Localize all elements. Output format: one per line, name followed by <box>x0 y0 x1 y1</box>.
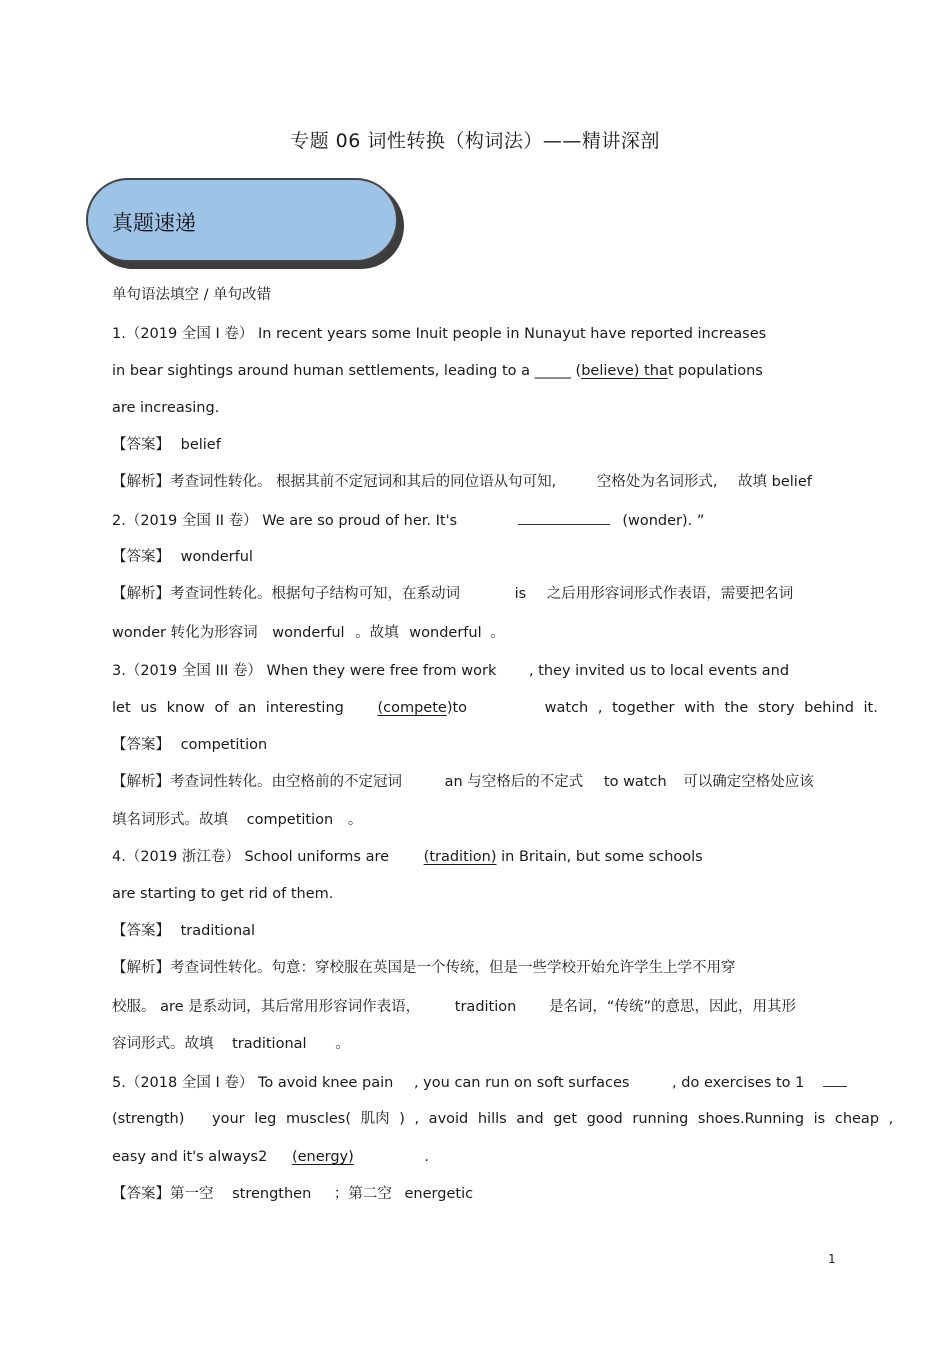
analysis-text: is <box>514 586 527 602</box>
question-text: When they were free from work <box>266 663 497 679</box>
analysis-2-line-2 <box>112 623 505 643</box>
answer-4 <box>112 921 255 941</box>
question-text: , do exercises to 1 <box>672 1075 805 1091</box>
analysis-text: 。 <box>335 1036 350 1052</box>
answer-label: 【答案】 <box>112 1186 170 1202</box>
answer-3 <box>112 735 267 755</box>
analysis-text: to watch <box>603 774 667 790</box>
analysis-text: 填名词形式。故填 <box>112 812 228 828</box>
question-text: your leg muscles( 肌肉 ) , avoid hills and get good running shoes.Running is cheap , <box>212 1111 894 1127</box>
analysis-text: 考查词性转化。句意：穿校服在英国是一个传统，但是一些学校开始允许学生上学不用穿 <box>170 960 736 976</box>
answer-value: competition <box>180 737 268 753</box>
analysis-text: 空格处为名词形式, <box>596 474 718 490</box>
analysis-text: tradition <box>454 999 517 1015</box>
question-1-line-1 <box>112 324 766 344</box>
question-3-line-1 <box>112 661 789 681</box>
question-4-line-1 <box>112 847 703 867</box>
question-number: 1.（2019 全国 I 卷） <box>112 326 254 342</box>
question-5-line-1 <box>112 1072 847 1093</box>
analysis-text: 。 <box>490 625 505 641</box>
answer-text: 第一空 <box>170 1186 214 1202</box>
analysis-text: 之后用形容词形式作表语，需要把名词 <box>546 586 794 602</box>
analysis-text: 可以确定空格处应该 <box>683 774 814 790</box>
answer-label: 【答案】 <box>112 737 170 753</box>
analysis-text: 考查词性转化。由空格前的不定冠词 <box>170 774 402 790</box>
question-blank-hint: (compete <box>377 700 447 716</box>
analysis-text: an 与空格后的不定式 <box>444 774 584 790</box>
analysis-1 <box>112 472 812 492</box>
analysis-4-line-1 <box>112 958 736 978</box>
question-text: (wonder). ” <box>622 513 705 529</box>
question-text: in Britain, but some schools <box>496 849 703 865</box>
section-subtitle: 单句语法填空 / 单句改错 <box>112 287 272 303</box>
page-title: 专题 06 词性转换（构词法）——精讲深剖 <box>290 130 660 152</box>
answer-value: belief <box>180 437 221 453</box>
analysis-4-line-2 <box>112 997 796 1017</box>
analysis-text: 故填 belief <box>738 474 812 490</box>
analysis-text: 考查词性转化。根据句子结构可知，在系动词 <box>170 586 460 602</box>
analysis-text: 容词形式。故填 <box>112 1036 214 1052</box>
answer-2 <box>112 547 253 567</box>
question-text: let us know of an interesting <box>112 700 344 716</box>
analysis-label: 【解析】 <box>112 474 170 490</box>
question-text: )to <box>446 700 468 716</box>
question-1-line-3: are increasing. <box>112 400 220 416</box>
answer-label: 【答案】 <box>112 437 170 453</box>
question-3-line-2 <box>112 698 878 718</box>
analysis-text: wonderful <box>409 625 482 641</box>
question-text: . <box>424 1149 429 1165</box>
answer-value: energetic <box>404 1186 474 1202</box>
analysis-text: 。 <box>347 812 363 828</box>
analysis-3-line-2 <box>112 810 362 830</box>
analysis-text: 是名词，“传统”的意思，因此，用其形 <box>548 999 796 1015</box>
question-text: , you can run on soft surfaces <box>413 1075 630 1091</box>
analysis-text: wonderful <box>272 625 345 641</box>
question-5-line-3 <box>112 1147 429 1167</box>
answer-blank <box>518 510 610 525</box>
answer-value: strengthen <box>232 1186 312 1202</box>
answer-text: ；第二空 <box>333 1186 392 1202</box>
question-text: In recent years some Inuit people in Nunayut have reported increases <box>257 326 767 342</box>
question-text: t populations <box>667 363 763 379</box>
analysis-3-line-1 <box>112 772 814 792</box>
question-text: School uniforms are <box>244 849 390 865</box>
question-text: in bear sightings around human settlements, leading to a _____ ( <box>112 363 582 379</box>
question-blank-hint: (tradition) <box>423 849 497 865</box>
analysis-label: 【解析】 <box>112 774 170 790</box>
analysis-text: wonder 转化为形容词 <box>112 625 258 641</box>
section-badge-label: 真题速递 <box>112 211 196 235</box>
answer-1 <box>112 435 221 455</box>
analysis-text: competition <box>246 812 334 828</box>
page-number: 1 <box>828 1252 836 1266</box>
question-text: We are so proud of her. It's <box>262 513 458 529</box>
answer-5 <box>112 1184 473 1204</box>
question-blank-hint: believe) tha <box>581 363 668 379</box>
analysis-2-line-1 <box>112 584 793 604</box>
analysis-label: 【解析】 <box>112 960 170 976</box>
analysis-text: 校服。 are 是系动词，其后常用形容词作表语， <box>112 999 421 1015</box>
answer-label: 【答案】 <box>112 923 170 939</box>
analysis-text: 。故填 <box>355 625 399 641</box>
question-text: To avoid knee pain <box>257 1075 394 1091</box>
question-text: (strength) <box>112 1111 185 1127</box>
question-number: 4.（2019 浙江卷） <box>112 849 240 865</box>
answer-blank-1 <box>823 1072 847 1087</box>
question-number: 3.（2019 全国 III 卷） <box>112 663 262 679</box>
question-text: easy and it's always2 <box>112 1149 268 1165</box>
question-text: watch , together with the story behind it. <box>544 700 878 716</box>
question-5-line-2 <box>112 1109 893 1129</box>
question-number: 2.（2019 全国 II 卷） <box>112 513 258 529</box>
answer-value: traditional <box>180 923 256 939</box>
question-blank-hint: (energy) <box>291 1149 354 1165</box>
analysis-label: 【解析】 <box>112 586 170 602</box>
question-2 <box>112 510 704 531</box>
analysis-text: traditional <box>232 1036 307 1052</box>
analysis-4-line-3 <box>112 1034 350 1054</box>
answer-value: wonderful <box>180 549 253 565</box>
question-number: 5.（2018 全国 I 卷） <box>112 1075 254 1091</box>
question-1-line-2 <box>112 361 763 381</box>
answer-label: 【答案】 <box>112 549 170 565</box>
analysis-text: 考查词性转化。 根据其前不定冠词和其后的同位语从句可知, <box>170 474 557 490</box>
question-4-line-2: are starting to get rid of them. <box>112 886 334 902</box>
question-text: , they invited us to local events and <box>528 663 790 679</box>
